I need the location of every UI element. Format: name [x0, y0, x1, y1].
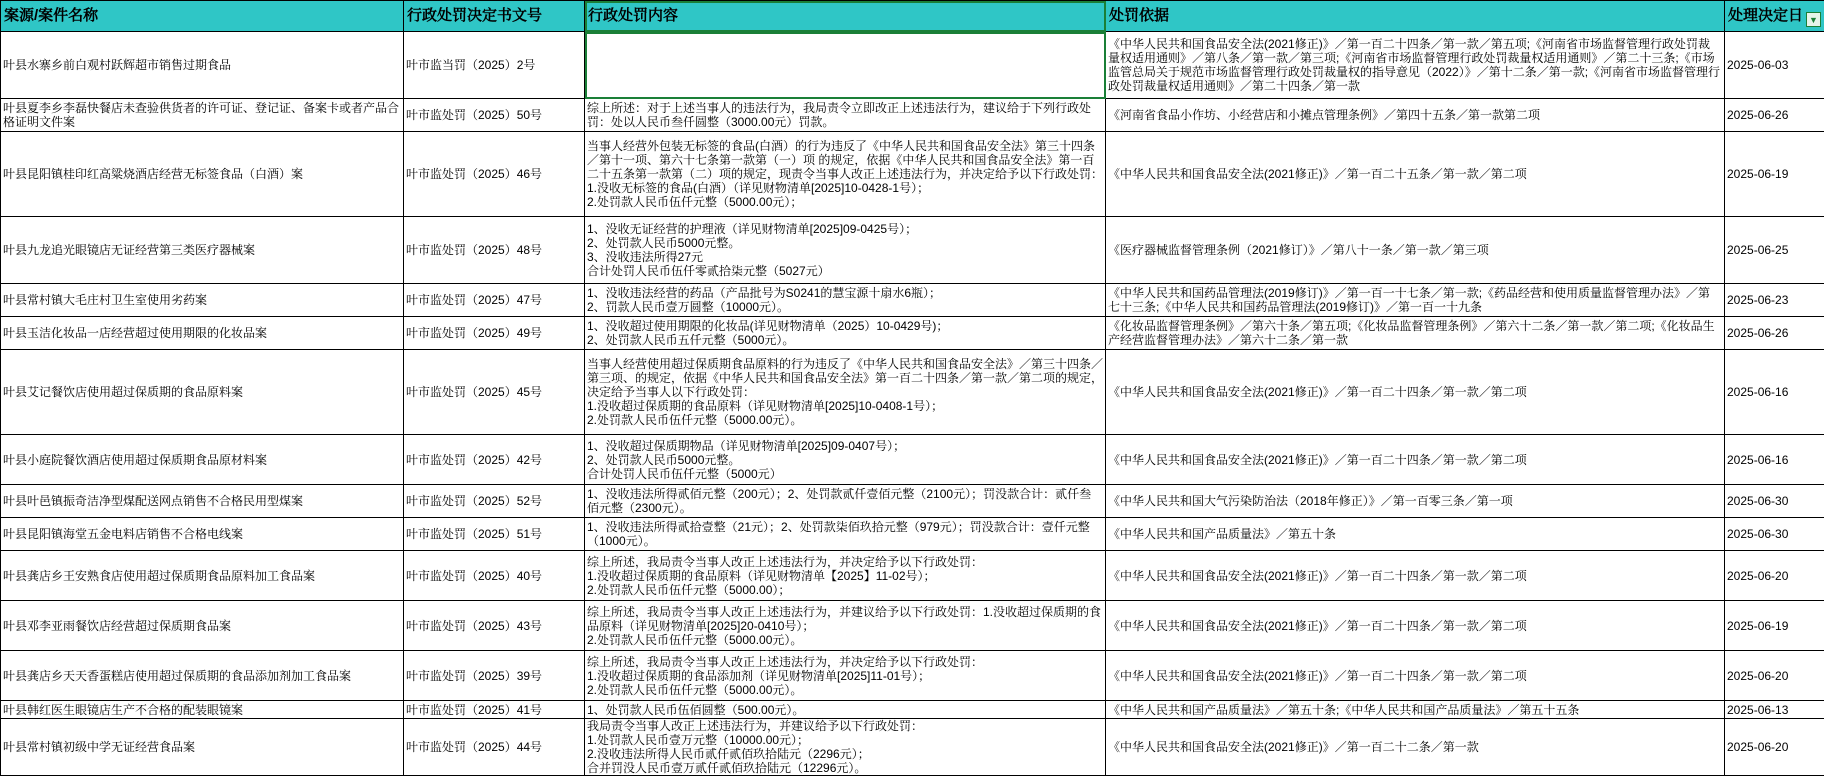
- cell-penalty-basis[interactable]: 《中华人民共和国产品质量法》／第五十条: [1106, 518, 1725, 551]
- cell-case-name[interactable]: 叶县水寨乡前白观村跃辉超市销售过期食品: [1, 32, 404, 99]
- cell-decision-date[interactable]: 2025-06-20: [1725, 719, 1824, 776]
- table-row: [1, 317, 1824, 350]
- cell-penalty-content[interactable]: 综上所述，我局责令当事人改正上述违法行为，并决定给予以下行政处罚： 1.没收超过保质期的食品原料（详见财物清单【2025】11-02号）； 2.处罚款人民币伍仟元整（5000.00）；: [585, 551, 1106, 601]
- cell-case-name[interactable]: 叶县韩红医生眼镜店生产不合格的配装眼镜案: [1, 701, 404, 719]
- cell-penalty-basis[interactable]: 《医疗器械监督管理条例（2021修订）》／第八十一条／第一款／第三项: [1106, 217, 1725, 284]
- cell-case-name[interactable]: 叶县昆阳镇桂印红高粱烧酒店经营无标签食品（白酒）案: [1, 132, 404, 217]
- cell-decision-date[interactable]: 2025-06-16: [1725, 350, 1824, 435]
- cell-case-name[interactable]: 叶县叶邑镇振奇洁净型煤配送网点销售不合格民用型煤案: [1, 485, 404, 518]
- cell-penalty-content[interactable]: 1、没收违法经营的药品（产品批号为S0241的慧宝源十扇水6瓶）； 2、罚款人民币壹万圆整（10000元）。: [585, 284, 1106, 317]
- cell-penalty-basis[interactable]: 《中华人民共和国食品安全法(2021修正)》／第一百二十四条／第一款／第二项: [1106, 551, 1725, 601]
- cell-decision-date[interactable]: 2025-06-30: [1725, 485, 1824, 518]
- cell-penalty-content[interactable]: 1、处罚款人民币伍佰圆整（500.00元）。: [585, 701, 1106, 719]
- cell-case-name[interactable]: 叶县常村镇初级中学无证经营食品案: [1, 719, 404, 776]
- cell-penalty-basis[interactable]: 《中华人民共和国食品安全法(2021修正)》／第一百二十四条／第一款／第二项: [1106, 651, 1725, 701]
- cell-penalty-basis[interactable]: 《化妆品监督管理条例》／第六十条／第五项;《化妆品监督管理条例》／第六十二条／第一款／第二项;《化妆品生产经营监督管理办法》／第六十二条／第一款: [1106, 317, 1725, 350]
- table-row: [1, 99, 1824, 132]
- cell-decision-date[interactable]: 2025-06-25: [1725, 217, 1824, 284]
- cell-case-name[interactable]: 叶县昆阳镇海堂五金电料店销售不合格电线案: [1, 518, 404, 551]
- table-row: [1, 551, 1824, 601]
- table-row: [1, 518, 1824, 551]
- table-row: [1, 601, 1824, 651]
- table-row: [1, 485, 1824, 518]
- cell-case-name[interactable]: 叶县常村镇大毛庄村卫生室使用劣药案: [1, 284, 404, 317]
- table-row: [1, 217, 1824, 284]
- header-row: [1, 1, 1824, 32]
- cell-penalty-content[interactable]: 1、没收超过使用期限的化妆品(详见财物清单（2025）10-0429号)； 2、处罚款人民币五仟元整（5000元）。: [585, 317, 1106, 350]
- cell-decision-date[interactable]: 2025-06-13: [1725, 701, 1824, 719]
- cell-penalty-content[interactable]: 我局责令当事人改正上述违法行为，并建议给予以下行政处罚： 1.处罚款人民币壹万元整（10000.00元）； 2.没收违法所得人民币贰仟贰佰玖拾陆元（2296元）； 合并罚没人民币壹万贰仟贰佰玖拾陆元（12296元）。: [585, 719, 1106, 776]
- cell-penalty-content[interactable]: 综上所述，我局责令当事人改正上述违法行为，并建议给予以下行政处罚：1.没收超过保质期的食品原料（详见财物清单[2025]20-0410号）； 2.处罚款人民币伍仟元整（5000.00元）。: [585, 601, 1106, 651]
- cell-penalty-content[interactable]: 1、没收违法所得贰佰元整（200元）；2、处罚款贰仟壹佰元整（2100元）；罚没款合计：贰仟叁佰元整（2300元）。: [585, 485, 1106, 518]
- header-case-name[interactable]: 案源/案件名称: [1, 1, 404, 32]
- cell-doc-no[interactable]: 叶市监处罚（2025）43号: [404, 601, 585, 651]
- table-row: [1, 32, 1824, 99]
- cell-penalty-content[interactable]: 当事人经营使用超过保质期食品原料的行为违反了《中华人民共和国食品安全法》／第三十四条／第三项、的规定，依据《中华人民共和国食品安全法》第一百二十四条／第一款／第二项的规定，决定给予当事人以下行政处罚： 1.没收超过保质期的食品原料（详见财物清单[2025]10-0408-1号）； 2.处罚款人民币伍仟元整（5000.00元）。: [585, 350, 1106, 435]
- cell-decision-date[interactable]: 2025-06-26: [1725, 317, 1824, 350]
- header-decision-date-label: 处理决定日: [1728, 7, 1804, 24]
- cell-doc-no[interactable]: 叶市监处罚（2025）48号: [404, 217, 585, 284]
- cell-decision-date[interactable]: 2025-06-20: [1725, 651, 1824, 701]
- cell-doc-no[interactable]: 叶市监处罚（2025）39号: [404, 651, 585, 701]
- cell-decision-date[interactable]: 2025-06-26: [1725, 99, 1824, 132]
- table-row: [1, 284, 1824, 317]
- cell-penalty-basis[interactable]: 《中华人民共和国食品安全法(2021修正)》／第一百二十四条／第一款／第二项: [1106, 435, 1725, 485]
- cell-penalty-basis[interactable]: 《中华人民共和国食品安全法(2021修正)》／第一百二十五条／第一款／第二项: [1106, 132, 1725, 217]
- cell-decision-date[interactable]: 2025-06-19: [1725, 132, 1824, 217]
- cell-decision-date[interactable]: 2025-06-19: [1725, 601, 1824, 651]
- cell-case-name[interactable]: 叶县玉洁化妆品一店经营超过使用期限的化妆品案: [1, 317, 404, 350]
- table-row: [1, 719, 1824, 776]
- table-row: [1, 350, 1824, 435]
- cell-doc-no[interactable]: 叶市监当罚（2025）2号: [404, 32, 585, 99]
- header-penalty-content[interactable]: 行政处罚内容: [585, 1, 1106, 32]
- cell-case-name[interactable]: 叶县夏李乡李磊快餐店未查验供货者的许可证、登记证、备案卡或者产品合格证明文件案: [1, 99, 404, 132]
- cell-doc-no[interactable]: 叶市监处罚（2025）41号: [404, 701, 585, 719]
- cell-decision-date[interactable]: 2025-06-03: [1725, 32, 1824, 99]
- cell-case-name[interactable]: 叶县九龙追光眼镜店无证经营第三类医疗器械案: [1, 217, 404, 284]
- cell-penalty-content[interactable]: 1、没收无证经营的护理液（详见财物清单[2025]09-0425号）； 2、处罚款人民币5000元整。 3、没收违法所得27元 合计处罚人民币伍仟零贰拾柒元整（5027元）: [585, 217, 1106, 284]
- cell-doc-no[interactable]: 叶市监处罚（2025）40号: [404, 551, 585, 601]
- cell-case-name[interactable]: 叶县龚店乡天天香蛋糕店使用超过保质期的食品添加剂加工食品案: [1, 651, 404, 701]
- cell-doc-no[interactable]: 叶市监处罚（2025）45号: [404, 350, 585, 435]
- cell-penalty-content[interactable]: 综上所述，我局责令当事人改正上述违法行为，并决定给予以下行政处罚： 1.没收超过保质期的食品添加剂（详见财物清单[2025]11-01号）； 2.处罚款人民币伍仟元整（5000.00元）。: [585, 651, 1106, 701]
- cell-case-name[interactable]: 叶县艾记餐饮店使用超过保质期的食品原料案: [1, 350, 404, 435]
- header-decision-doc-no[interactable]: 行政处罚决定书文号: [404, 1, 585, 32]
- cell-penalty-basis[interactable]: 《中华人民共和国药品管理法(2019修订)》／第一百一十七条／第一款;《药品经营和使用质量监督管理办法》／第七十三条;《中华人民共和国药品管理法(2019修订)》／第一百一十九条: [1106, 284, 1725, 317]
- cell-penalty-basis[interactable]: 《中华人民共和国食品安全法(2021修正)》／第一百二十四条／第一款／第五项;《河南省市场监督管理行政处罚裁量权适用通则》／第八条／第一款／第三项;《河南省市场监督管理行政处罚裁量权适用通则》／第二十三条;《市场监管总局关于规范市场监督管理行政处罚裁量权的指导意见（2022）》／第十二条／第一款;《河南省市场监督管理行政处罚裁量权适用通则》／第二十四条／第一款: [1106, 32, 1725, 99]
- cell-doc-no[interactable]: 叶市监处罚（2025）46号: [404, 132, 585, 217]
- cell-case-name[interactable]: 叶县龚店乡王安熟食店使用超过保质期食品原料加工食品案: [1, 551, 404, 601]
- cell-penalty-content[interactable]: 1、没收超过保质期物品（详见财物清单[2025]09-0407号）； 2、处罚款人民币5000元整。 合计处罚人民币伍仟元整（5000元）: [585, 435, 1106, 485]
- cell-doc-no[interactable]: 叶市监处罚（2025）42号: [404, 435, 585, 485]
- cell-penalty-basis[interactable]: 《中华人民共和国产品质量法》／第五十条;《中华人民共和国产品质量法》／第五十五条: [1106, 701, 1725, 719]
- cell-penalty-basis[interactable]: 《中华人民共和国食品安全法(2021修正)》／第一百二十四条／第一款／第二项: [1106, 601, 1725, 651]
- cell-case-name[interactable]: 叶县邓李亚雨餐饮店经营超过保质期食品案: [1, 601, 404, 651]
- cell-doc-no[interactable]: 叶市监处罚（2025）49号: [404, 317, 585, 350]
- cell-penalty-content[interactable]: [585, 32, 1106, 99]
- table-row: [1, 435, 1824, 485]
- cell-doc-no[interactable]: 叶市监处罚（2025）47号: [404, 284, 585, 317]
- cell-decision-date[interactable]: 2025-06-20: [1725, 551, 1824, 601]
- table-row: [1, 132, 1824, 217]
- cell-doc-no[interactable]: 叶市监处罚（2025）52号: [404, 485, 585, 518]
- header-penalty-basis[interactable]: 处罚依据: [1106, 1, 1725, 32]
- cell-doc-no[interactable]: 叶市监处罚（2025）44号: [404, 719, 585, 776]
- table-row: [1, 651, 1824, 701]
- cell-case-name[interactable]: 叶县小庭院餐饮酒店使用超过保质期食品原材料案: [1, 435, 404, 485]
- cell-decision-date[interactable]: 2025-06-23: [1725, 284, 1824, 317]
- cell-penalty-content[interactable]: 当事人经营外包装无标签的食品(白酒）的行为违反了《中华人民共和国食品安全法》第三十四条／第十一项、第六十七条第一款第（一）项 的规定，依据《中华人民共和国食品安全法》第一百二十五条第一款第（二）项的规定，现责令当事人改正上述违法行为，并决定给予以下行政处罚： 1.没收无标签的食品(白酒）（详见财物清单[2025]10-0428-1号）； 2.处罚款人民币伍仟元整（5000.00元）；: [585, 132, 1106, 217]
- cell-decision-date[interactable]: 2025-06-16: [1725, 435, 1824, 485]
- cell-decision-date[interactable]: 2025-06-30: [1725, 518, 1824, 551]
- cell-penalty-content[interactable]: 综上所述：对于上述当事人的违法行为，我局责令立即改正上述违法行为，建议给于下列行政处罚：处以人民币叁仟圆整（3000.00元）罚款。: [585, 99, 1106, 132]
- cell-doc-no[interactable]: 叶市监处罚（2025）51号: [404, 518, 585, 551]
- cell-penalty-basis[interactable]: 《中华人民共和国食品安全法(2021修正)》／第一百二十四条／第一款／第二项: [1106, 350, 1725, 435]
- header-decision-date[interactable]: [1725, 1, 1824, 32]
- filter-dropdown-icon[interactable]: ▼: [1806, 12, 1821, 27]
- cell-penalty-basis[interactable]: 《中华人民共和国大气污染防治法（2018年修正）》／第一百零三条／第一项: [1106, 485, 1725, 518]
- cell-penalty-content[interactable]: 1、没收违法所得贰拾壹整（21元）；2、处罚款柒佰玖拾元整（979元）；罚没款合计：壹仟元整（1000元）。: [585, 518, 1106, 551]
- cell-penalty-basis[interactable]: 《中华人民共和国食品安全法(2021修正)》／第一百二十二条／第一款: [1106, 719, 1725, 776]
- cell-penalty-basis[interactable]: 《河南省食品小作坊、小经营店和小摊点管理条例》／第四十五条／第一款第二项: [1106, 99, 1725, 132]
- cell-doc-no[interactable]: 叶市监处罚（2025）50号: [404, 99, 585, 132]
- table-row: [1, 701, 1824, 719]
